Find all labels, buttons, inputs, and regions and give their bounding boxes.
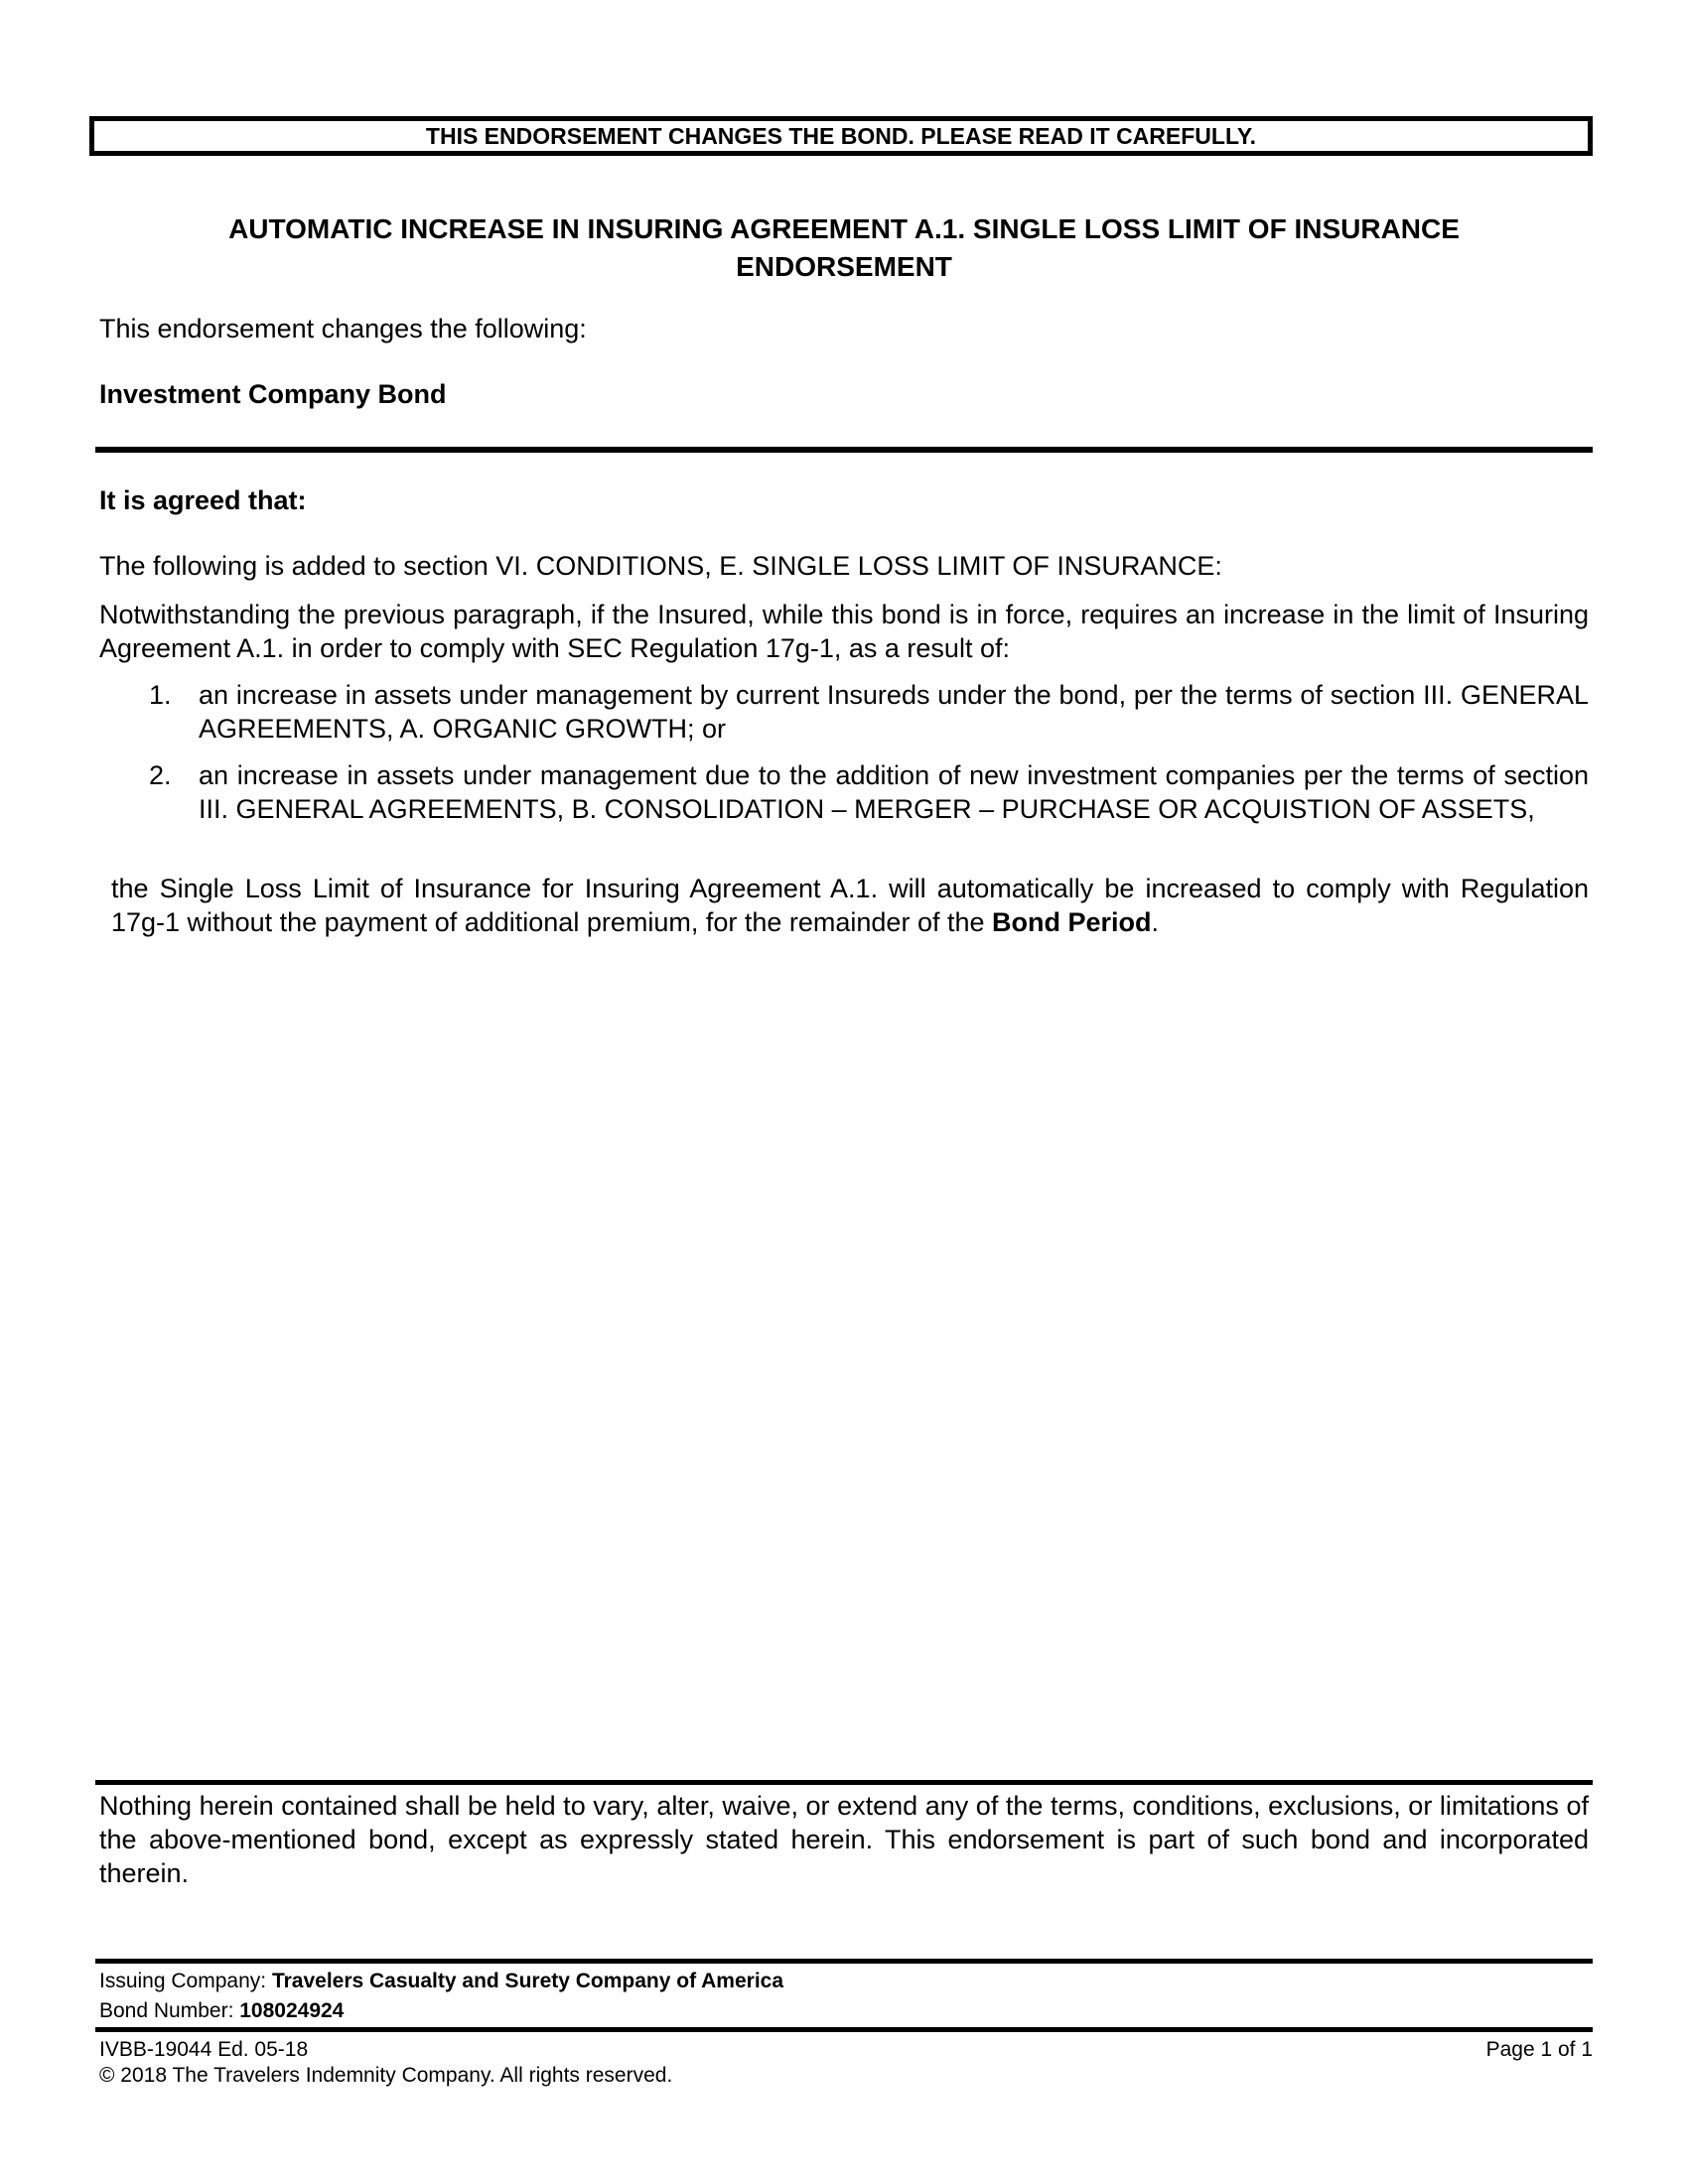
form-number: IVBB-19044 Ed. 05-18 — [99, 2038, 309, 2061]
footer-divider-bottom — [95, 2027, 1593, 2032]
page-number: Page 1 of 1 — [1485, 2038, 1593, 2061]
footer-divider-top — [95, 1959, 1593, 1964]
issuing-company-line — [99, 1968, 783, 1995]
document-title — [149, 210, 1539, 286]
endorsement-notice-box — [89, 116, 1593, 156]
list-item — [99, 678, 1589, 746]
list-item-number: 2. — [149, 760, 172, 790]
section-divider — [95, 447, 1593, 453]
paragraph-added: The following is added to section VI. CONDITIONS, E. SINGLE LOSS LIMIT OF INSURANCE: — [99, 551, 1222, 581]
list-item-number: 1. — [149, 680, 172, 710]
list-item-text: an increase in assets under management by current Insureds under the bond, per the terms of section III. GENERAL AGREEMENTS, A. ORGANIC GROWTH; or — [199, 680, 1589, 744]
endorsement-notice: THIS ENDORSEMENT CHANGES THE BOND. PLEASE READ IT CAREFULLY. — [425, 123, 1257, 149]
bond-period-term: Bond Period — [992, 907, 1152, 937]
title-line-1: AUTOMATIC INCREASE IN INSURING AGREEMENT A.1. SINGLE LOSS LIMIT OF INSURANCE — [228, 213, 1460, 244]
closing-paragraph — [111, 872, 1589, 939]
nothing-herein-paragraph: Nothing herein contained shall be held to vary, alter, waive, or extend any of the terms, conditions, exclusions, or limitations of the above-mentioned bond, except as expressly stated herein. This endorsement is part of such bond and incorporated therein. — [99, 1791, 1589, 1888]
list-item-text: an increase in assets under management due to the addition of new investment companies per the terms of section III. GENERAL AGREEMENTS, B. CONSOLIDATION – MERGER – PURCHASE OR ACQUISTION OF ASSETS, — [199, 760, 1589, 824]
closing-end: . — [1151, 907, 1160, 937]
paragraph-notwithstanding: Notwithstanding the previous paragraph, if the Insured, while this bond is in force, requires an increase in the limit of Insuring Agreement A.1. in order to comply with SEC Regulation 17g-1, as a result of: — [99, 600, 1589, 663]
bond-name: Investment Company Bond — [99, 379, 447, 409]
closing-text: the Single Loss Limit of Insurance for Insuring Agreement A.1. will automatically be increased to comply with Regulation 17g-1 without the payment of additional premium, for the remainder of the — [111, 874, 1589, 937]
issuing-company-value: Travelers Casualty and Surety Company of America — [271, 1970, 784, 1992]
title-line-2: ENDORSEMENT — [736, 251, 952, 282]
issuing-company-label: Issuing Company: — [99, 1970, 267, 1992]
bond-number-label: Bond Number: — [99, 1999, 234, 2022]
intro-text: This endorsement changes the following: — [99, 314, 587, 343]
list-item — [99, 758, 1589, 826]
bond-number-value: 108024924 — [239, 1999, 345, 2022]
agreed-heading: It is agreed that: — [99, 485, 307, 515]
copyright: © 2018 The Travelers Indemnity Company. All rights reserved. — [99, 2064, 673, 2087]
bottom-divider — [95, 1780, 1593, 1785]
bond-number-line — [99, 1997, 344, 2025]
